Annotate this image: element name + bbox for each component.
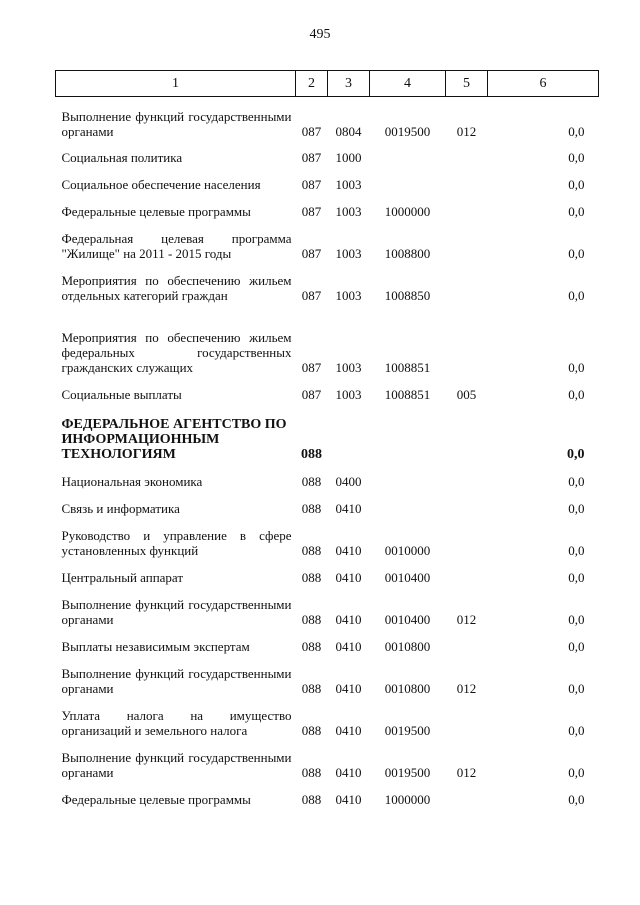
table-row: [56, 489, 599, 516]
table-row: [56, 627, 599, 654]
row-ministry-code: 088: [301, 446, 322, 462]
row-section-code: 0410: [335, 722, 362, 738]
row-ministry-code: 088: [301, 791, 322, 807]
row-name: Национальная экономика: [61, 473, 203, 489]
row-expense-code: [446, 261, 488, 303]
row-ministry-code: 087: [301, 359, 322, 375]
row-amount: 0,0: [568, 500, 585, 516]
row-amount: 0,0: [568, 611, 585, 627]
row-expense-code: [446, 219, 488, 261]
row-article-code: [370, 489, 446, 516]
row-ministry-code: 087: [301, 386, 322, 402]
row-article-code: 0019500: [384, 123, 431, 139]
row-article-code: 1000000: [384, 203, 431, 219]
row-name: Выполнение функций государственными органами: [61, 108, 292, 139]
row-section-code: 0410: [335, 611, 362, 627]
row-article-code: 0010800: [384, 680, 431, 696]
row-amount: 0,0: [568, 791, 585, 807]
row-section-code: 0410: [335, 764, 362, 780]
row-expense-code: [446, 462, 488, 489]
row-name: Федеральные целевые программы: [61, 203, 251, 219]
row-expense-code: [446, 402, 488, 462]
row-ministry-code: 088: [301, 722, 322, 738]
row-amount: 0,0: [568, 680, 585, 696]
row-article-code: 0010800: [384, 638, 431, 654]
row-name: Выполнение функций государственными органами: [61, 665, 292, 696]
row-amount: 0,0: [568, 764, 585, 780]
row-article-code: [370, 165, 446, 192]
table-row: [56, 402, 599, 462]
row-amount: 0,0: [568, 569, 585, 585]
row-article-code: [370, 462, 446, 489]
row-amount: 0,0: [568, 542, 585, 558]
table-row: [56, 261, 599, 303]
row-name: Выполнение функций государственными органами: [61, 749, 292, 780]
row-amount: 0,0: [568, 203, 585, 219]
row-expense-code: [446, 516, 488, 558]
row-amount: 0,0: [568, 123, 585, 139]
table-row: [56, 696, 599, 738]
row-section-code: [328, 402, 370, 462]
row-name: Социальное обеспечение населения: [61, 176, 261, 192]
table-row: [56, 738, 599, 780]
row-article-code: 0019500: [384, 722, 431, 738]
table-row: [56, 462, 599, 489]
row-article-code: 0010000: [384, 542, 431, 558]
row-name: Федеральная целевая программа "Жилище" на 2011 - 2015 годы: [61, 230, 292, 261]
row-section-code: 0410: [335, 500, 362, 516]
column-header-2: 2: [296, 71, 328, 97]
table-row: [56, 516, 599, 558]
row-ministry-code: 088: [301, 542, 322, 558]
table-row: [56, 219, 599, 261]
row-ministry-code: 088: [301, 611, 322, 627]
row-article-code: [370, 139, 446, 165]
row-name: Центральный аппарат: [61, 569, 184, 585]
row-expense-code: 012: [456, 123, 477, 139]
row-section-code: 0410: [335, 791, 362, 807]
row-article-code: [370, 402, 446, 462]
row-expense-code: [446, 489, 488, 516]
row-ministry-code: 087: [301, 203, 322, 219]
row-name: Социальная политика: [61, 149, 183, 165]
row-section-code: 1000: [335, 149, 362, 165]
column-header-4: 4: [370, 71, 446, 97]
row-article-code: 1008851: [384, 359, 431, 375]
row-section-code: 0410: [335, 542, 362, 558]
row-name: Федеральные целевые программы: [61, 791, 251, 807]
row-section-code: 0804: [335, 123, 362, 139]
row-ministry-code: 087: [301, 176, 322, 192]
table-row: [56, 558, 599, 585]
row-expense-code: [446, 780, 488, 807]
row-ministry-code: 087: [301, 287, 322, 303]
table-row: [56, 780, 599, 807]
column-header-6: 6: [488, 71, 599, 97]
row-name: Мероприятия по обеспечению жильем отдельных категорий граждан: [61, 272, 292, 303]
row-name: Мероприятия по обеспечению жильем федеральных государственных гражданских служащих: [61, 329, 292, 375]
row-section-code: 1003: [335, 287, 362, 303]
row-expense-code: [446, 558, 488, 585]
table-row: [56, 165, 599, 192]
table-row: [56, 585, 599, 627]
row-article-code: 0010400: [384, 569, 431, 585]
column-header-3: 3: [328, 71, 370, 97]
row-ministry-code: 087: [301, 149, 322, 165]
row-section-code: 0400: [335, 473, 362, 489]
row-name: Связь и информатика: [61, 500, 180, 516]
row-name: Руководство и управление в сфере установленных функций: [61, 527, 292, 558]
row-ministry-code: 087: [301, 123, 322, 139]
row-section-code: 1003: [335, 176, 362, 192]
table-row: [56, 375, 599, 402]
row-section-code: 1003: [335, 245, 362, 261]
row-name: Социальные выплаты: [61, 386, 182, 402]
row-article-code: 0010400: [384, 611, 431, 627]
table-row: [56, 192, 599, 219]
table-row: [56, 139, 599, 165]
row-section-code: 1003: [335, 203, 362, 219]
row-amount: 0,0: [567, 446, 585, 462]
row-expense-code: [446, 696, 488, 738]
row-section-code: 0410: [335, 569, 362, 585]
table-row: [56, 303, 599, 375]
row-amount: 0,0: [568, 176, 585, 192]
row-article-code: 1000000: [384, 791, 431, 807]
row-name: Выполнение функций государственными органами: [61, 596, 292, 627]
row-ministry-code: 088: [301, 680, 322, 696]
row-ministry-code: 087: [301, 245, 322, 261]
row-ministry-code: 088: [301, 569, 322, 585]
row-amount: 0,0: [568, 722, 585, 738]
row-amount: 0,0: [568, 473, 585, 489]
row-amount: 0,0: [568, 245, 585, 261]
row-expense-code: 005: [456, 386, 477, 402]
row-ministry-code: 088: [301, 500, 322, 516]
row-expense-code: [446, 165, 488, 192]
row-section-code: 1003: [335, 359, 362, 375]
row-article-code: 1008800: [384, 245, 431, 261]
row-expense-code: 012: [456, 680, 477, 696]
budget-table: [55, 70, 599, 807]
row-name: ФЕДЕРАЛЬНОЕ АГЕНТСТВО ПО ИНФОРМАЦИОННЫМ ТЕХНОЛОГИЯМ: [61, 416, 287, 462]
row-section-code: 0410: [335, 638, 362, 654]
row-article-code: 1008850: [384, 287, 431, 303]
row-ministry-code: 088: [301, 638, 322, 654]
row-expense-code: [446, 139, 488, 165]
row-section-code: 0410: [335, 680, 362, 696]
column-header-5: 5: [446, 71, 488, 97]
row-expense-code: 012: [456, 611, 477, 627]
table-header-row: [56, 71, 599, 97]
row-amount: 0,0: [568, 386, 585, 402]
row-amount: 0,0: [568, 149, 585, 165]
row-ministry-code: 088: [301, 764, 322, 780]
row-expense-code: [446, 303, 488, 375]
row-name: Уплата налога на имущество организаций и земельного налога: [61, 707, 292, 738]
table-row: [56, 97, 599, 139]
row-article-code: 0019500: [384, 764, 431, 780]
row-expense-code: [446, 627, 488, 654]
page-number: 495: [309, 27, 331, 42]
row-expense-code: [446, 192, 488, 219]
row-article-code: 1008851: [384, 386, 431, 402]
row-amount: 0,0: [568, 638, 585, 654]
row-expense-code: 012: [456, 764, 477, 780]
table-row: [56, 654, 599, 696]
column-header-1: 1: [56, 71, 296, 97]
row-ministry-code: 088: [301, 473, 322, 489]
row-amount: 0,0: [568, 359, 585, 375]
row-name: Выплаты независимым экспертам: [61, 638, 250, 654]
row-section-code: 1003: [335, 386, 362, 402]
row-amount: 0,0: [568, 287, 585, 303]
